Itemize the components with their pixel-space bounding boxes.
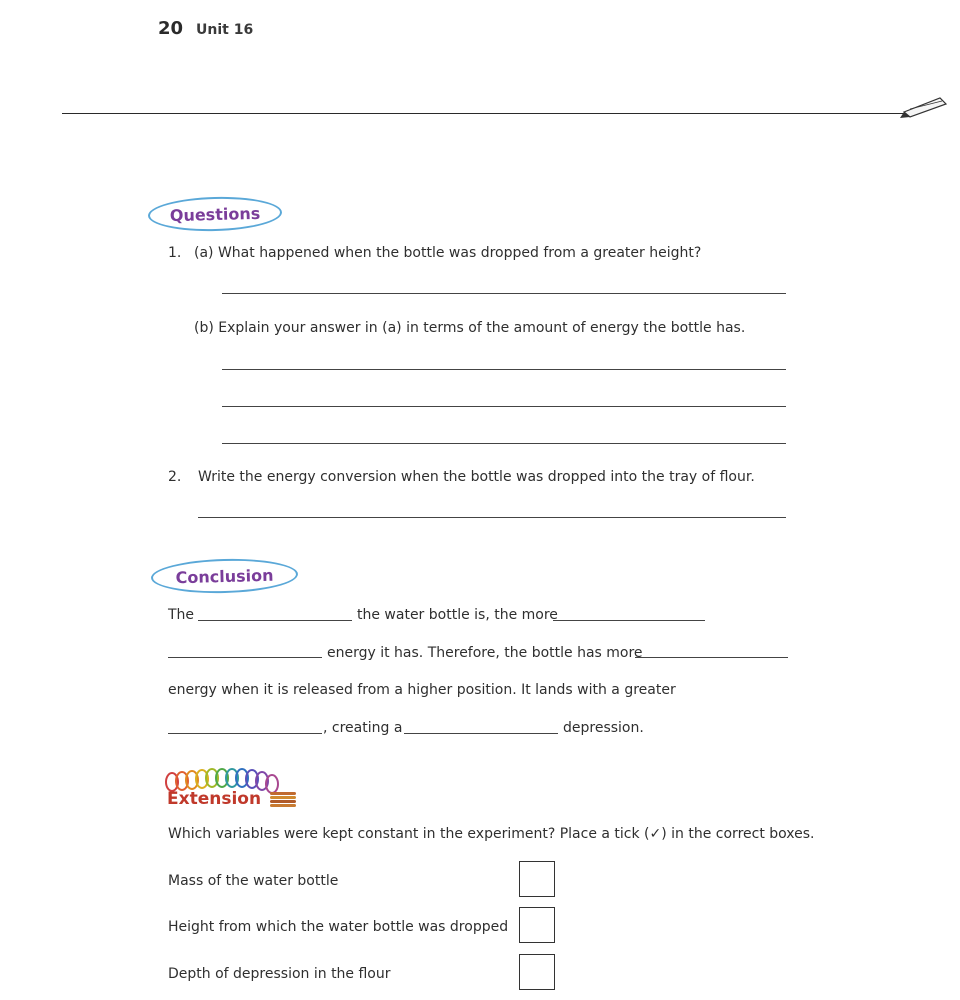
tick-box-height[interactable] [519, 907, 555, 943]
blank-3[interactable] [168, 657, 322, 658]
tick-box-depth[interactable] [519, 954, 555, 990]
question-1a-text: (a) What happened when the bottle was dropped from a greater height? [194, 245, 702, 261]
question-1-number: 1. [168, 245, 182, 261]
blank-2[interactable] [553, 620, 705, 621]
variable-label: Mass of the water bottle [168, 873, 339, 889]
question-2-number: 2. [168, 469, 182, 485]
questions-heading: Questions [148, 195, 283, 232]
conclusion-text-the: The [168, 607, 195, 623]
header-rule [62, 113, 912, 114]
conclusion-text-2: energy it has. Therefore, the bottle has more [327, 645, 643, 661]
blank-5[interactable] [168, 733, 322, 734]
variable-label: Depth of depression in the flour [168, 966, 391, 982]
answer-line-1b-1[interactable] [222, 369, 786, 370]
extension-instruction: Which variables were kept constant in the experiment? Place a tick (✓) in the correct boxes. [168, 826, 815, 842]
question-1b-text: (b) Explain your answer in (a) in terms of the amount of energy the bottle has. [194, 320, 746, 336]
page-number: 20 [158, 18, 184, 39]
answer-line-1a[interactable] [222, 293, 786, 294]
conclusion-text-3: energy when it is released from a higher position. It lands with a greater [168, 682, 676, 698]
question-2-text: Write the energy conversion when the bottle was dropped into the tray of flour. [198, 469, 755, 485]
tick-box-mass[interactable] [519, 861, 555, 897]
answer-line-1b-2[interactable] [222, 406, 786, 407]
blank-1[interactable] [198, 620, 352, 621]
blank-4[interactable] [635, 657, 788, 658]
unit-label: Unit 16 [196, 22, 254, 38]
conclusion-text-4a: , creating a [323, 720, 403, 736]
extension-heading: Extension [167, 789, 262, 809]
pencil-icon [900, 94, 950, 118]
variable-label: Height from which the water bottle was dropped [168, 919, 509, 935]
answer-line-1b-3[interactable] [222, 443, 786, 444]
conclusion-text-4b: depression. [563, 720, 644, 736]
answer-line-2[interactable] [198, 517, 786, 518]
blank-6[interactable] [404, 733, 558, 734]
conclusion-text-1b: the water bottle is, the more [357, 607, 558, 623]
conclusion-heading: Conclusion [151, 557, 299, 595]
